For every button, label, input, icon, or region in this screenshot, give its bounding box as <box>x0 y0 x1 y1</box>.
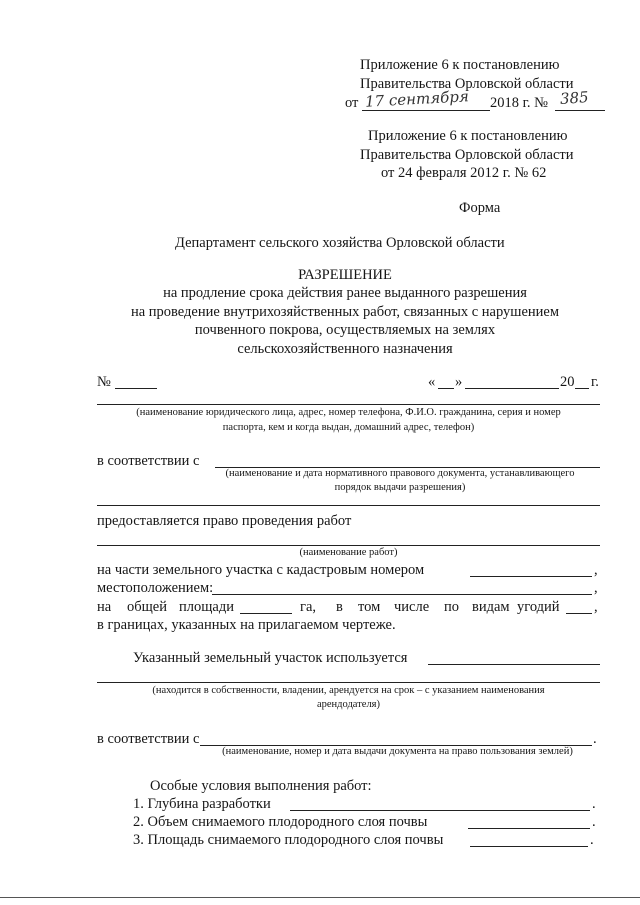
appendix-old-line-1: Приложение 6 к постановлению <box>368 128 568 144</box>
title-line-1: на продление срока действия ранее выданного разрешения <box>163 285 527 301</box>
parcel-comma-2: , <box>594 580 598 596</box>
parcel-word-v: в <box>336 599 343 615</box>
works-field[interactable] <box>97 545 600 546</box>
basis-label: в соответствии с <box>97 453 200 469</box>
area-topsoil-field[interactable] <box>470 846 588 847</box>
usage-hint-2: арендодателя) <box>316 699 381 710</box>
parcel-word-po: по <box>444 599 460 615</box>
usage-hint-1: (находится в собственности, владении, арендуется на срок – с указанием наименования <box>152 685 545 696</box>
condition-item-3: 3. Площадь снимаемого плодородного слоя почвы <box>133 832 444 848</box>
usage-label: Указанный земельный участок используется <box>133 650 408 666</box>
appendix-new-date-suffix: 2018 г. № <box>490 95 549 111</box>
cadastral-number-field[interactable] <box>470 576 592 577</box>
date-quote-open: « <box>428 374 436 390</box>
basis-hint-2: порядок выдачи разрешения) <box>334 482 466 493</box>
basis-hint-1: (наименование и дата нормативного правового документа, устанавливающего <box>225 468 575 479</box>
basis2-period: . <box>593 731 597 747</box>
handwritten-number: 385 <box>559 88 590 108</box>
depth-field[interactable] <box>290 810 590 811</box>
title-line-4: сельскохозяйственного назначения <box>237 341 453 357</box>
parcel-word-obshey: общей <box>127 599 167 615</box>
year-suffix: г. <box>591 374 599 390</box>
parcel-comma-1: , <box>594 562 598 578</box>
parcel-word-na: на <box>97 599 112 615</box>
parcel-word-chisle: числе <box>394 599 430 615</box>
area-field[interactable] <box>240 613 292 614</box>
land-type-field[interactable] <box>566 613 592 614</box>
year-prefix: 20 <box>560 374 575 390</box>
parcel-line-1: на части земельного участка с кадастровым номером <box>97 562 425 578</box>
year-field[interactable] <box>575 388 589 389</box>
parcel-word-vidam: видам <box>472 599 510 615</box>
appendix-new-date-prefix: от <box>345 95 359 111</box>
location-field[interactable] <box>212 594 592 595</box>
basis2-label: в соответствии с <box>97 731 200 747</box>
usage-field-2[interactable] <box>97 682 600 683</box>
condition-item-2: 2. Объем снимаемого плодородного слоя почвы <box>133 814 428 830</box>
conditions-title: Особые условия выполнения работ: <box>150 778 372 794</box>
title-line-3: почвенного покрова, осуществляемых на землях <box>194 322 496 338</box>
basis-field-2[interactable] <box>97 505 600 506</box>
date-underline <box>362 110 490 111</box>
parcel-word-ga: га, <box>300 599 317 615</box>
number-field[interactable] <box>115 388 157 389</box>
condition-item-1: 1. Глубина разработки <box>133 796 271 812</box>
parcel-word-tom: том <box>358 599 381 615</box>
applicant-hint-2: паспорта, кем и когда выдан, домашний адрес, телефон) <box>222 422 475 433</box>
appendix-new-line-2: Правительства Орловской области <box>360 76 574 92</box>
parcel-word-ploshchadi: площади <box>179 599 234 615</box>
parcel-word-ugodiy: угодий <box>517 599 560 615</box>
appendix-old-line-2: Правительства Орловской области <box>360 147 574 163</box>
department-name: Департамент сельского хозяйства Орловской области <box>175 235 505 251</box>
document-title: РАЗРЕШЕНИЕ <box>298 267 392 283</box>
basis2-hint: (наименование, номер и дата выдачи документа на право пользования землей) <box>222 746 573 757</box>
usage-field[interactable] <box>428 664 600 665</box>
condition-2-period: . <box>592 814 596 830</box>
parcel-line-2: местоположением: <box>97 580 214 596</box>
parcel-comma-3: , <box>594 599 598 615</box>
day-field[interactable] <box>438 388 454 389</box>
title-line-2: на проведение внутрихозяйственных работ, связанных с нарушением <box>130 304 560 320</box>
parcel-line-4: в границах, указанных на прилагаемом чертеже. <box>97 617 396 633</box>
scan-edge-line <box>0 897 640 898</box>
month-field[interactable] <box>465 388 559 389</box>
works-hint: (наименование работ) <box>299 547 398 558</box>
applicant-hint-1: (наименование юридического лица, адрес, номер телефона, Ф.И.О. гражданина, серия и номер <box>136 407 561 418</box>
appendix-new-line-1: Приложение 6 к постановлению <box>360 57 560 73</box>
date-quote-close: » <box>455 374 463 390</box>
number-label: № <box>97 374 111 390</box>
condition-3-period: . <box>590 832 594 848</box>
appendix-old-line-3: от 24 февраля 2012 г. № 62 <box>381 165 547 181</box>
grant-text: предоставляется право проведения работ <box>97 513 352 529</box>
form-label: Форма <box>459 200 501 216</box>
handwritten-date: 17 сентября <box>364 87 470 111</box>
applicant-field[interactable] <box>97 404 600 405</box>
volume-field[interactable] <box>468 828 590 829</box>
number-underline <box>555 110 605 111</box>
condition-1-period: . <box>592 796 596 812</box>
